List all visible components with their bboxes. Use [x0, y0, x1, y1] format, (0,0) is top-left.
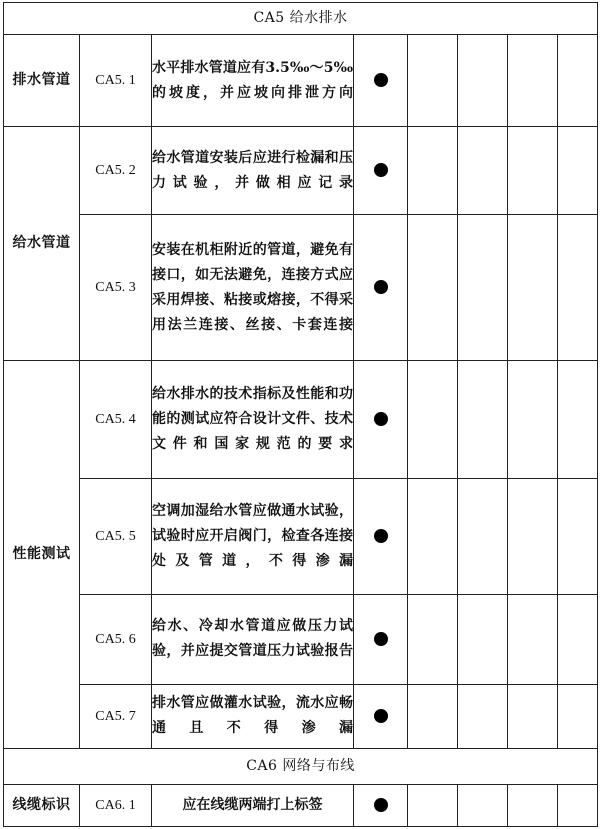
item-code: CA5. 1 [80, 35, 152, 127]
empty-cell [508, 35, 558, 127]
spec-table [3, 2, 598, 827]
table-row [4, 361, 598, 478]
empty-cell [458, 127, 508, 215]
empty-cell [508, 361, 558, 478]
requirement-text: 给水排水的技术指标及性能和功能的测试应符合设计文件、技术文件和国家规范的要求 [152, 361, 354, 478]
mark-cell [354, 361, 408, 478]
filled-dot-icon [374, 163, 388, 177]
filled-dot-icon [374, 73, 388, 87]
empty-cell [508, 478, 558, 594]
empty-cell [558, 478, 598, 594]
filled-dot-icon [374, 709, 388, 723]
filled-dot-icon [374, 280, 388, 294]
filled-dot-icon [374, 798, 388, 812]
empty-cell [458, 684, 508, 748]
table-row [4, 127, 598, 215]
empty-cell [458, 594, 508, 684]
empty-cell [558, 784, 598, 826]
requirement-text: 水平排水管道应有3.5‰～5‰的坡度，并应坡向排泄方向 [152, 35, 354, 127]
table-row [4, 478, 598, 594]
filled-dot-icon [374, 412, 388, 426]
item-code: CA5. 6 [80, 594, 152, 684]
filled-dot-icon [374, 632, 388, 646]
empty-cell [458, 478, 508, 594]
section-header-row [4, 3, 598, 35]
mark-cell [354, 684, 408, 748]
table-row [4, 35, 598, 127]
requirement-text: 排水管应做灌水试验，流水应畅通且不得渗漏 [152, 684, 354, 748]
item-code: CA6. 1 [80, 784, 152, 826]
empty-cell [458, 361, 508, 478]
empty-cell [408, 684, 458, 748]
mark-cell [354, 35, 408, 127]
empty-cell [558, 684, 598, 748]
empty-cell [558, 127, 598, 215]
requirement-text: 给水管道安装后应进行检漏和压力试验，并做相应记录 [152, 127, 354, 215]
requirement-text: 给水、冷却水管道应做压力试验，并应提交管道压力试验报告 [152, 594, 354, 684]
empty-cell [408, 215, 458, 361]
empty-cell [558, 215, 598, 361]
filled-dot-icon [374, 529, 388, 543]
empty-cell [558, 594, 598, 684]
empty-cell [408, 35, 458, 127]
mark-cell [354, 478, 408, 594]
empty-cell [408, 361, 458, 478]
item-code: CA5. 2 [80, 127, 152, 215]
category-cell: 给水管道 [4, 127, 80, 361]
table-row [4, 684, 598, 748]
category-cell: 排水管道 [4, 35, 80, 127]
empty-cell [408, 127, 458, 215]
section-header-row [4, 748, 598, 784]
mark-cell [354, 594, 408, 684]
mark-cell [354, 127, 408, 215]
section-title-ca6: CA6 网络与布线 [4, 748, 598, 784]
item-code: CA5. 5 [80, 478, 152, 594]
empty-cell [508, 127, 558, 215]
table-row [4, 215, 598, 361]
table-row [4, 784, 598, 826]
category-cell: 性能测试 [4, 361, 80, 748]
empty-cell [508, 215, 558, 361]
empty-cell [408, 594, 458, 684]
section-title-ca5: CA5 给水排水 [4, 3, 598, 35]
item-code: CA5. 7 [80, 684, 152, 748]
requirement-text: 空调加湿给水管应做通水试验，试验时应开启阀门，检查各连接处及管道，不得渗漏 [152, 478, 354, 594]
empty-cell [508, 784, 558, 826]
empty-cell [408, 478, 458, 594]
category-cell: 线缆标识 [4, 784, 80, 826]
empty-cell [508, 594, 558, 684]
item-code: CA5. 4 [80, 361, 152, 478]
requirement-text: 应在线缆两端打上标签 [152, 784, 354, 826]
requirement-text: 安装在机柜附近的管道，避免有接口，如无法避免，连接方式应采用焊接、粘接或熔接，不得采用法兰连接、丝接、卡套连接 [152, 215, 354, 361]
empty-cell [458, 215, 508, 361]
table-row [4, 594, 598, 684]
empty-cell [558, 361, 598, 478]
empty-cell [508, 684, 558, 748]
mark-cell [354, 784, 408, 826]
empty-cell [408, 784, 458, 826]
item-code: CA5. 3 [80, 215, 152, 361]
empty-cell [458, 35, 508, 127]
empty-cell [558, 35, 598, 127]
mark-cell [354, 215, 408, 361]
empty-cell [458, 784, 508, 826]
